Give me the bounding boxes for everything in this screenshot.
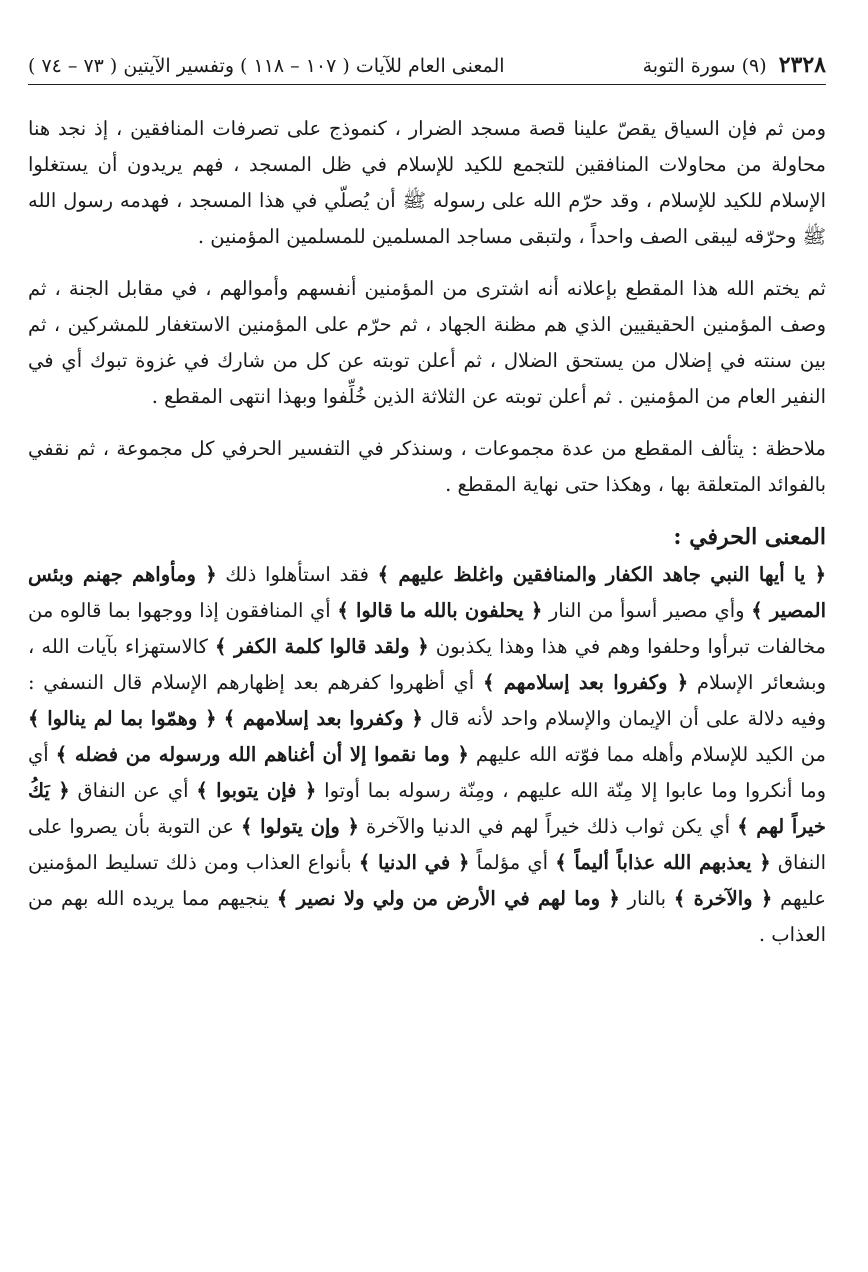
- header-right: [637, 48, 826, 83]
- verses-commentary: ﴿ يا أيها النبي جاهد الكفار والمنافقين واغلظ عليهم ﴾ فقد استأهلوا ذلك ﴿ ومأواهم جهنم وبئس المصير ﴾ وأي مصير أسوأ من النار ﴿ يحلفون بالله ما قالوا ﴾ أي المنافقون إذا ووجهوا بما قالوه من مخالفات تبرأوا وحلفوا وهم في هذا وهذا يكذبون ﴿ ولقد قالوا كلمة الكفر ﴾ كالاستهزاء بآيات الله ، وبشعائر الإسلام ﴿ وكفروا بعد إسلامهم ﴾ أي أظهروا كفرهم بعد إظهارهم الإسلام قال النسفي : وفيه دلالة على أن الإيمان والإسلام واحد لأنه قال ﴿ وكفروا بعد إسلامهم ﴾ ﴿ وهمّوا بما لم ينالوا ﴾ من الكيد للإسلام وأهله مما فوّته الله عليهم ﴿ وما نقموا إلا أن أغناهم الله ورسوله من فضله ﴾ أي وما أنكروا وما عابوا إلا مِنّة الله عليهم ، ومِنّة رسوله بما أوتوا ﴿ فإن يتوبوا ﴾ أي عن النفاق ﴿ يَكُ خيراً لهم ﴾ أي يكن ثواب ذلك خيراً لهم في الدنيا والآخرة ﴿ وإن يتولوا ﴾ عن التوبة بأن يصروا على النفاق ﴿ يعذبهم الله عذاباً أليماً ﴾ أي مؤلماً ﴿ في الدنيا ﴾ بأنواع العذاب ومن ذلك تسليط المؤمنين عليهم ﴿ والآخرة ﴾ بالنار ﴿ وما لهم في الأرض من ولي ولا نصير ﴾ ينجيهم مما يريده الله بهم من العذاب .: [28, 563, 827, 946]
- page-number: ٢٣٢٨: [778, 52, 826, 78]
- surah-name: (٩) سورة التوبة: [642, 55, 767, 77]
- header-title: المعنى العام للآيات ( ١٠٧ – ١١٨ ) وتفسير الآيتين ( ٧٣ – ٧٤ ): [28, 55, 505, 77]
- paragraph-masjid-dirar: ومن ثم فإن السياق يقصّ علينا قصة مسجد الضرار ، كنموذج على تصرفات المنافقين ، إذ نجد هنا محاولة من محاولات المنافقين للتجمع للكيد للإسلام في ظل المسجد ، فهم يريدون أن يستغلوا الإسلام للكيد للإسلام ، وقد حرّم الله على رسوله ﷺ أن يُصلّي في هذا المسجد ، فهدمه رسول الله ﷺ وحرّقه ليبقى الصف واحداً ، ولتبقى مساجد المسلمين للمسلمين المؤمنين .: [28, 117, 826, 248]
- header-divider: [28, 84, 826, 85]
- paragraph-section-end: ثم يختم الله هذا المقطع بإعلانه أنه اشترى من المؤمنين أنفسهم وأموالهم ، في مقابل الجنة ، ثم وصف المؤمنين الحقيقيين الذي هم مظنة الجهاد ، ثم حرّم على المؤمنين الاستغفار للمشركين ، ثم بين سنته في إضلال من يستحق الضلال ، ثم أعلن توبته عن كل من شارك في غزوة تبوك أي في النفير العام من المؤمنين . ثم أعلن توبته عن الثلاثة الذين خُلِّفوا وبهذا انتهى المقطع .: [28, 277, 826, 408]
- book-page: [28, 48, 826, 1252]
- section-heading: المعنى الحرفي :: [673, 524, 826, 550]
- paragraph-note: ملاحظة : يتألف المقطع من عدة مجموعات ، وسنذكر في التفسير الحرفي كل مجموعة ، ثم نقفي بالفوائد المتعلقة بها ، وهكذا حتى نهاية المقطع .: [28, 437, 826, 496]
- page-header: [28, 48, 826, 82]
